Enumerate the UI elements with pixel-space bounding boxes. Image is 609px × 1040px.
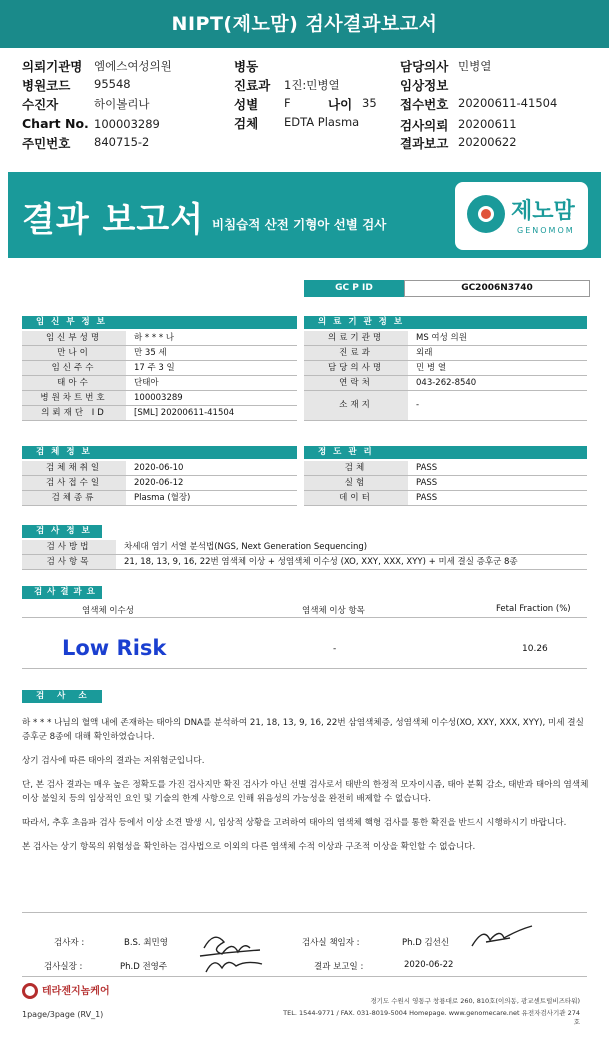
genomom-logo [455, 182, 588, 250]
row-value: 17 주 3 일 [134, 363, 175, 373]
section-patient-info: 임 신 부 정 보 [22, 316, 297, 329]
row-value: 외래 [416, 348, 433, 358]
label-patient: 수진자 [22, 97, 59, 112]
logo-sub: GENOMOM [517, 226, 575, 235]
result-banner [8, 172, 601, 258]
company-logo-icon [22, 983, 38, 999]
section-specimen-info: 검 체 정 보 [22, 446, 297, 459]
tester-name: B.S. 최민영 [124, 938, 168, 948]
row-label: 소재지 [304, 391, 408, 420]
row-label: 의뢰재단 ID [22, 406, 126, 420]
value-hospital-code: 95548 [94, 77, 131, 91]
row-label: 검체 [304, 461, 408, 475]
summary-abnormal-value: - [333, 644, 337, 654]
table-row [304, 346, 587, 361]
summary-col-aneuploidy: 염색체 이수성 [82, 606, 134, 616]
label-hospital-code: 병원코드 [22, 78, 71, 93]
row-value: 2020-06-10 [134, 463, 184, 473]
report-date-value: 2020-06-22 [404, 960, 454, 970]
opinion-paragraph: 상기 검사에 따른 태아의 결과는 저위험군입니다. [22, 756, 205, 766]
company-logo [22, 982, 110, 999]
label-ward: 병동 [234, 59, 259, 74]
table-row [304, 461, 587, 476]
label-sex: 성별 [234, 97, 259, 112]
signature-divider-top [22, 912, 587, 913]
row-value: 민 병 열 [416, 363, 447, 373]
row-label: 검사접수일 [22, 476, 126, 490]
row-value: 100003289 [134, 393, 183, 403]
report-date-label: 결과 보고일 : [314, 962, 364, 972]
director-label: 검사실장 : [44, 962, 83, 972]
table-row [304, 491, 587, 506]
responsible-label: 검사실 책임자 : [302, 938, 360, 948]
row-value: 차세대 염기 서열 분석법(NGS, Next Generation Sequencing) [124, 542, 368, 552]
value-specimen: EDTA Plasma [284, 115, 360, 129]
opinion-paragraph: 따라서, 추후 초음파 검사 등에서 이상 소견 발생 시, 임상적 상황을 고려하여 태아의 염색체 핵형 검사를 통한 확진을 반드시 시행하시기 바랍니다. [22, 818, 567, 828]
label-department: 진료과 [234, 78, 271, 93]
label-report-date: 결과보고 [400, 136, 449, 151]
row-label: 의료기관명 [304, 331, 408, 345]
summary-divider [22, 668, 587, 669]
value-receipt-no: 20200611-41504 [458, 96, 558, 110]
value-department: 1진:민병열 [284, 78, 340, 92]
row-value: PASS [416, 478, 438, 488]
table-row [22, 540, 587, 555]
table-row [22, 476, 297, 491]
header-info [22, 55, 602, 155]
value-doctor: 민병열 [458, 59, 492, 73]
row-value: 만 35 세 [134, 348, 167, 358]
row-label: 검사항목 [22, 555, 116, 569]
row-value: 043-262-8540 [416, 378, 477, 388]
label-specimen: 검체 [234, 116, 259, 131]
row-label: 임신부성명 [22, 331, 126, 345]
label-age: 나이 [328, 97, 353, 112]
summary-fetal-fraction-value: 10.26 [522, 644, 548, 654]
value-chart-no: 100003289 [94, 117, 160, 131]
logo-text: 제노맘 [511, 199, 575, 224]
label-request-date: 검사의뢰 [400, 118, 449, 133]
row-label: 데이터 [304, 491, 408, 505]
banner-subtitle: 비침습적 산전 기형아 선별 검사 [212, 217, 387, 232]
signature-image [466, 920, 536, 954]
summary-col-fetal-fraction: Fetal Fraction (%) [496, 604, 571, 614]
banner-title: 결과 보고서 [22, 200, 205, 240]
responsible-name: Ph.D 김선신 [402, 938, 450, 948]
row-label: 검체종류 [22, 491, 126, 505]
table-row [304, 476, 587, 491]
row-value: MS 여성 의원 [416, 333, 467, 343]
row-value: PASS [416, 463, 438, 473]
table-row [22, 555, 587, 570]
value-patient: 하이볼리나 [94, 97, 150, 111]
label-chart-no: Chart No. [22, 116, 89, 131]
opinion-paragraph: 단, 본 검사 결과는 매우 높은 정확도를 가진 검사지만 확진 검사가 아닌 선별 검사로서 태반의 한정적 모자이시즘, 태아 분획 감소, 태반과 태아의 염색체 이상 불일치 등의 임상적인 요인 및 기술의 한계 사항으로 인해 위음성의 가능성을 완전히 배제할 수 없습니다. [22, 780, 589, 804]
row-label: 만나이 [22, 346, 126, 360]
value-rrn: 840715-2 [94, 135, 150, 149]
table-row [304, 331, 587, 346]
row-value: - [416, 400, 420, 410]
value-request-date: 20200611 [458, 117, 517, 131]
table-row [22, 406, 297, 421]
signature-divider-bottom [22, 976, 587, 977]
row-label: 검사방법 [22, 540, 116, 554]
value-report-date: 20200622 [458, 135, 517, 149]
footer-address: 경기도 수원시 영통구 창룡대로 260, 810호(이의동, 광교센트럴비즈타워) [370, 997, 580, 1005]
table-row [22, 361, 297, 376]
tester-label: 검사자 : [54, 938, 85, 948]
row-label: 연락처 [304, 376, 408, 390]
row-value: [SML] 20200611-41504 [134, 408, 235, 418]
gcp-id-value: GC2006N3740 [404, 280, 590, 297]
genomom-logo-icon [467, 195, 505, 233]
gcp-id-label: GC P ID [304, 280, 404, 297]
row-value: 21, 18, 13, 9, 16, 22번 염색체 이상 + 성염색체 이수성 (XO, XXY, XXX, XYY) + 미세 결실 증후군 8종 [124, 557, 518, 567]
row-value: PASS [416, 493, 438, 503]
table-row [304, 361, 587, 376]
row-label: 진료과 [304, 346, 408, 360]
value-institution: 엠에스여성의원 [94, 59, 172, 73]
opinion-paragraph: 본 검사는 상기 항목의 위험성을 확인하는 검사법으로 이외의 다른 염색체 수적 이상과 구조적 이상을 확인할 수 없습니다. [22, 842, 476, 852]
signature-image [196, 920, 266, 978]
row-value: 하 * * * 나 [134, 333, 174, 343]
report-title: NIPT(제노맘) 검사결과보고서 [0, 0, 609, 48]
summary-col-abnormal: 염색체 이상 항목 [302, 606, 365, 616]
table-row [22, 346, 297, 361]
label-clinical: 임상정보 [400, 78, 449, 93]
row-label: 태아수 [22, 376, 126, 390]
row-label: 실험 [304, 476, 408, 490]
opinion-text [22, 716, 590, 864]
table-row [22, 491, 297, 506]
label-doctor: 담당의사 [400, 59, 449, 74]
footer-contact: TEL. 1544-9771 / FAX. 031-8019-5004 Homepage. www.genomecare.net 유전자검사기관 274호 [283, 1009, 580, 1026]
row-value: 2020-06-12 [134, 478, 184, 488]
label-rrn: 주민번호 [22, 136, 71, 151]
value-age: 35 [362, 96, 377, 110]
table-row [304, 376, 587, 391]
label-institution: 의뢰기관명 [22, 59, 83, 74]
row-value: 단태아 [134, 378, 159, 388]
section-summary: 검 사 결 과 요 약 [22, 586, 102, 599]
summary-header [22, 604, 587, 618]
table-row [304, 391, 587, 421]
row-label: 담당의사명 [304, 361, 408, 375]
section-qc: 정 도 관 리 [304, 446, 587, 459]
row-label: 병원차트번호 [22, 391, 126, 405]
row-label: 검체채취일 [22, 461, 126, 475]
row-value: Plasma (혈장) [134, 493, 191, 503]
value-sex: F [284, 96, 291, 110]
result-low-risk: Low Risk [62, 636, 167, 660]
row-label: 임신주수 [22, 361, 126, 375]
page-number: 1page/3page (RV_1) [22, 1010, 104, 1019]
table-row [22, 461, 297, 476]
label-receipt-no: 접수번호 [400, 97, 449, 112]
section-institution-info: 의 료 기 관 정 보 [304, 316, 587, 329]
table-row [22, 376, 297, 391]
company-name: 테라젠지놈케어 [42, 986, 110, 997]
director-name: Ph.D 전영주 [120, 962, 168, 972]
section-test-info: 검 사 정 보 [22, 525, 102, 538]
section-opinion: 검 사 소 견 [22, 690, 102, 703]
opinion-paragraph: 하 * * * 나님의 혈액 내에 존재하는 태아의 DNA를 분석하여 21, 18, 13, 9, 16, 22번 삼염색체증, 성염색체 이수성(XO, XXY, XXX, XYY), 미세 결실 증후군 8종에 대해 확인하였습니다. [22, 718, 584, 742]
table-row [22, 331, 297, 346]
table-row [22, 391, 297, 406]
